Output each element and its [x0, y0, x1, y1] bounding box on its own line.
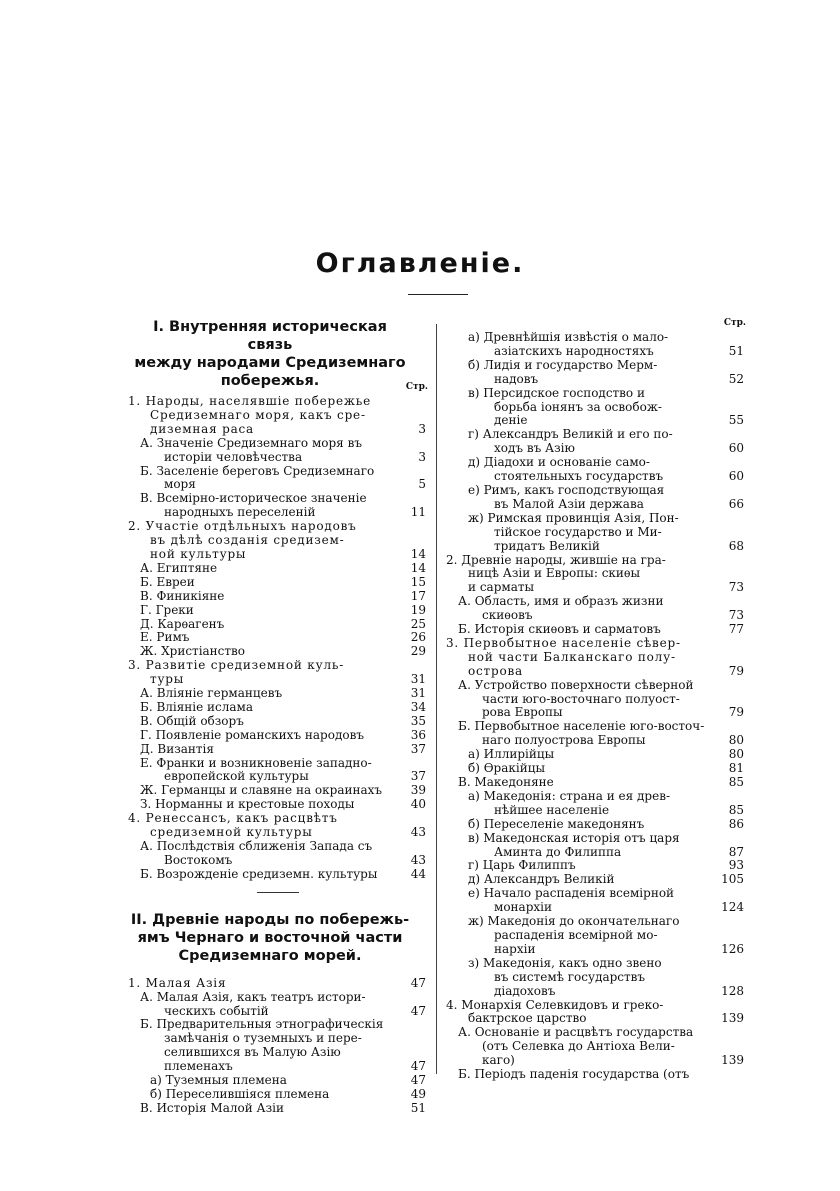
toc-entry-title: В. Исторiя Малой Азiи [140, 1100, 284, 1115]
section-heading-line: II. Древнiе народы по побережь- [130, 911, 410, 928]
toc-entry-page-number: 126 [721, 941, 744, 956]
toc-entry-title-continued: каго) [482, 1053, 515, 1068]
toc-entry-page-number: 124 [721, 900, 744, 915]
toc-entry-title: Б. Предварительныя этнографическiя [140, 1017, 384, 1032]
toc-entry-title: 3. Первобытное населенiе сѣвер- [446, 635, 681, 650]
toc-entry-title-continued: народныхъ переселенiй [164, 505, 316, 520]
toc-entry-page-number: 29 [410, 644, 426, 659]
toc-entry-title: е) Римъ, какъ господствующая [468, 482, 665, 497]
toc-entry-page-number: 36 [410, 727, 426, 742]
toc-entry [128, 798, 428, 812]
toc-entry-title-continued: денiе [494, 413, 528, 428]
toc-entry-title: В. Всемiрно-историческое значенiе [140, 491, 367, 506]
toc-entry-title-continued: ницѣ Азiи и Европы: скиѳы [468, 566, 641, 581]
toc-entry-page-number: 40 [410, 797, 426, 812]
toc-entry-title: Д. Карѳагенъ [140, 616, 225, 631]
toc-entry-title: б) Переселенiе македонянъ [468, 816, 645, 831]
toc-entry [128, 743, 428, 757]
toc-entry [446, 484, 746, 512]
toc-entry-title: 4. Ренессансъ, какъ расцвѣтъ [128, 811, 338, 826]
toc-entry [446, 762, 746, 776]
toc-entry [446, 1026, 746, 1068]
toc-entry [446, 999, 746, 1027]
toc-entry-title: В. Общiй обзоръ [140, 713, 244, 728]
toc-entry-page-number: 43 [410, 852, 426, 867]
section-heading-line: I. Внутренняя историческая связь [153, 319, 387, 353]
toc-entry-title-continued: туры [150, 672, 185, 687]
toc-entry [128, 645, 428, 659]
toc-entry-title: Б. Заселенiе береговъ Средиземнаго [140, 463, 375, 478]
toc-entry-page-number: 60 [728, 469, 744, 484]
toc-entry [128, 618, 428, 632]
toc-entry-page-number: 44 [410, 866, 426, 881]
toc-entry-page-number: 11 [410, 505, 426, 520]
toc-entry-page-number: 25 [410, 616, 426, 631]
toc-entry-title: Д. Византiя [140, 741, 214, 756]
toc-entry-page-number: 14 [410, 546, 426, 561]
toc-entry [446, 818, 746, 832]
toc-entry-title: Ж. Христiанство [140, 644, 246, 659]
toc-entry-title-continued: племенахъ [164, 1059, 233, 1074]
section-divider [257, 892, 299, 893]
toc-entry [128, 729, 428, 743]
section-heading-1 [130, 318, 410, 390]
toc-entry-page-number: 73 [728, 608, 744, 623]
toc-entry-page-number: 47 [410, 1059, 426, 1074]
toc-entry [128, 465, 428, 493]
toc-entry-page-number: 15 [410, 574, 426, 589]
toc-entry-page-number: 51 [410, 1100, 426, 1115]
toc-entry-title-continued: ходъ въ Азiю [494, 441, 575, 456]
toc-entry-page-number: 52 [728, 371, 744, 386]
toc-entry-title: А. Основанiе и расцвѣтъ государства [458, 1025, 694, 1040]
toc-entry-title: б) Переселившiяся племена [150, 1086, 330, 1101]
toc-entry-page-number: 55 [728, 413, 744, 428]
toc-entry-title: а) Македонiя: страна и ея древ- [468, 788, 671, 803]
toc-entry-page-number: 139 [721, 1011, 744, 1026]
toc-entry [128, 631, 428, 645]
toc-entry-title-continued: Аминта до Филиппа [494, 844, 622, 859]
toc-entry-title: А. Значенiе Средиземнаго моря въ [140, 435, 362, 450]
toc-entry [128, 395, 428, 437]
toc-entry [128, 784, 428, 798]
toc-entry-title: а) Туземныя племена [150, 1073, 287, 1088]
toc-entry-page-number: 37 [410, 769, 426, 784]
toc-entry-title-continued: борьба iонянъ за освобож- [494, 399, 662, 414]
toc-entry-title: д) Дiадохи и основанiе само- [468, 455, 650, 470]
toc-entry [128, 868, 428, 882]
toc-entry-title: ж) Македонiя до окончательнаго [468, 914, 680, 929]
toc-entry-page-number: 47 [410, 975, 426, 990]
toc-entry-page-number: 105 [721, 872, 744, 887]
toc-entry-title-continued: въ Малой Азiи держава [494, 496, 644, 511]
toc-entry-title: Б. Влiянiе ислама [140, 699, 254, 714]
toc-entry-title-continued: средиземной культуры [150, 825, 313, 840]
toc-entry [446, 915, 746, 957]
toc-entry-title-continued: въ дѣлѣ созданiя средизем- [150, 533, 345, 548]
toc-entry [446, 832, 746, 860]
toc-entry-title-continued: бактрское царство [468, 1011, 587, 1026]
toc-entry-title: 2. Участiе отдѣльныхъ народовъ [128, 519, 357, 534]
toc-entry-page-number: 43 [410, 825, 426, 840]
toc-entry-page-number: 80 [728, 733, 744, 748]
toc-entry [446, 720, 746, 748]
toc-entry-page-number: 60 [728, 441, 744, 456]
toc-entry-title-continued: тридатъ Великiй [494, 538, 600, 553]
toc-list-section-1 [128, 395, 428, 882]
toc-entry-page-number: 87 [728, 844, 744, 859]
toc-entry-title-continued: Средиземнаго моря, какъ сре- [150, 407, 366, 422]
toc-entry-title: е) Начало распаденiя всемiрной [468, 886, 675, 901]
toc-entry [128, 840, 428, 868]
toc-entry-title: б) Лидiя и государство Мерм- [468, 357, 658, 372]
toc-entry-page-number: 73 [728, 580, 744, 595]
toc-entry-title: Г. Появленiе романскихъ народовъ [140, 727, 364, 742]
toc-entry-title-continued: ной культуры [150, 546, 247, 561]
toc-entry [446, 679, 746, 721]
toc-entry-title: А. Область, имя и образъ жизни [458, 594, 664, 609]
toc-entry-title-continued: (отъ Селевка до Антiоха Вели- [482, 1039, 675, 1054]
toc-entry [446, 873, 746, 887]
page-title: Оглавленiе. [315, 248, 525, 279]
toc-entry-title: Г. Греки [140, 602, 194, 617]
toc-entry [446, 957, 746, 999]
toc-entry-page-number: 14 [410, 560, 426, 575]
toc-entry-title-continued: Востокомъ [164, 852, 233, 867]
toc-entry-title: в) Македонская исторiя отъ царя [468, 830, 680, 845]
toc-entry-title: ж) Римская провинцiя Азiя, Пон- [468, 510, 679, 525]
toc-entry-page-number: 68 [728, 538, 744, 553]
toc-entry-title: д) Александръ Великiй [468, 872, 615, 887]
toc-entry-title-continued: европейской культуры [164, 769, 309, 784]
toc-entry [128, 977, 428, 991]
toc-entry [446, 331, 746, 359]
toc-entry [446, 859, 746, 873]
toc-entry [128, 492, 428, 520]
toc-entry-page-number: 51 [728, 343, 744, 358]
toc-entry-title-continued: и сарматы [468, 580, 535, 595]
toc-entry-title-continued: распаденiя всемiрной мо- [494, 927, 658, 942]
toc-entry [446, 554, 746, 596]
toc-entry-title: г) Александръ Великiй и его по- [468, 427, 673, 442]
toc-entry [128, 604, 428, 618]
toc-entry-title: А. Послѣдствiя сближенiя Запада съ [140, 839, 373, 853]
toc-entry [128, 562, 428, 576]
toc-entry-page-number: 85 [728, 775, 744, 789]
toc-entry [446, 512, 746, 554]
toc-entry-title-continued: дiадоховъ [494, 983, 556, 998]
toc-entry [446, 387, 746, 429]
toc-entry-page-number: 86 [728, 816, 744, 831]
toc-entry [446, 637, 746, 679]
toc-entry [128, 437, 428, 465]
toc-entry [128, 1102, 428, 1116]
toc-entry-page-number: 85 [728, 802, 744, 817]
toc-entry-title-continued: рова Европы [482, 705, 563, 720]
toc-entry [128, 1018, 428, 1074]
toc-entry [446, 748, 746, 762]
toc-entry-page-number: 77 [728, 622, 744, 637]
toc-entry [128, 1074, 428, 1088]
right-column [446, 318, 746, 1082]
toc-entry-title-continued: тiйское государство и Ми- [494, 524, 662, 539]
toc-entry-page-number: 81 [728, 761, 744, 776]
toc-entry-page-number: 47 [410, 1073, 426, 1088]
section-heading-2 [130, 911, 410, 965]
toc-entry-title-continued: нархiи [494, 941, 536, 956]
toc-entry-page-number: 66 [728, 496, 744, 511]
toc-entry-title-continued: моря [164, 477, 196, 492]
toc-entry-title: 1. Народы, населявшiе побережье [128, 394, 371, 408]
page-column-label: Стр. [723, 318, 746, 328]
toc-entry [446, 887, 746, 915]
toc-entry [446, 790, 746, 818]
toc-list-right [446, 331, 746, 1082]
toc-entry-page-number: 79 [728, 705, 744, 720]
toc-entry [128, 715, 428, 729]
toc-entry-title-continued: монархiи [494, 900, 552, 915]
toc-entry-title: Б. Перiодъ паденiя государства (отъ [458, 1067, 690, 1082]
toc-entry-title: А. Влiянiе германцевъ [140, 686, 283, 701]
column-divider [436, 324, 437, 1074]
toc-entry-page-number: 31 [410, 686, 426, 701]
section-heading-line: побережья. [220, 373, 320, 389]
toc-entry-title: Е. Римъ [140, 630, 190, 645]
toc-entry-title-continued: въ системѣ государствъ [494, 969, 646, 984]
toc-entry-title: Ж. Германцы и славяне на окраинахъ [140, 783, 383, 798]
toc-entry-title-continued: скиѳовъ [482, 608, 533, 623]
toc-entry-page-number: 49 [410, 1086, 426, 1101]
toc-entry-title: Е. Франки и возникновенiе западно- [140, 755, 372, 770]
toc-list-section-2 [128, 977, 428, 1116]
left-column [128, 318, 428, 1116]
toc-entry-title-continued: исторiи человѣчества [164, 449, 303, 464]
toc-entry [128, 520, 428, 562]
toc-entry-title-continued: диземная раса [150, 421, 255, 436]
toc-entry [446, 428, 746, 456]
toc-entry-page-number: 80 [728, 747, 744, 762]
toc-entry-title-continued: нѣйшее населенiе [494, 802, 610, 817]
toc-entry-page-number: 31 [410, 672, 426, 687]
toc-entry-page-number: 34 [410, 699, 426, 714]
toc-entry-title: В. Македоняне [458, 775, 554, 789]
toc-entry-title-continued: азiатскихъ народностяхъ [494, 343, 654, 358]
toc-entry-title-continued: острова [468, 663, 524, 678]
toc-entry-title-continued: стоятельныхъ государствъ [494, 469, 664, 484]
toc-entry-title-continued: селившихся въ Малую Азiю [164, 1045, 341, 1060]
toc-entry-title: З. Норманны и крестовые походы [140, 797, 355, 812]
toc-entry-title: А. Египтяне [140, 560, 218, 575]
toc-entry-title: а) Древнѣйшiя извѣстiя о мало- [468, 330, 669, 344]
toc-entry [446, 359, 746, 387]
toc-entry-page-number: 37 [410, 741, 426, 756]
toc-entry-page-number: 5 [418, 477, 426, 492]
toc-entry [446, 456, 746, 484]
page-column-label: Стр. [405, 382, 428, 392]
toc-entry-title: з) Македонiя, какъ одно звено [468, 955, 662, 970]
toc-entry-title-continued: наго полуострова Европы [482, 733, 646, 748]
section-heading-line: между народами Средиземнаго [134, 355, 406, 371]
toc-entry-title: 3. Развитiе средиземной куль- [128, 658, 345, 673]
toc-entry [446, 623, 746, 637]
title-rule [408, 294, 468, 295]
toc-entry-page-number: 79 [728, 663, 744, 678]
toc-entry [446, 595, 746, 623]
toc-entry [128, 590, 428, 604]
toc-entry-title-continued: ной части Балканскаго полу- [468, 649, 676, 664]
toc-entry-page-number: 3 [418, 449, 426, 464]
toc-entry [128, 659, 428, 687]
toc-entry-page-number: 39 [410, 783, 426, 798]
toc-entry-title: 2. Древнiе народы, жившiе на гра- [446, 552, 666, 567]
toc-entry-title: в) Персидское господство и [468, 385, 645, 400]
toc-entry-page-number: 3 [418, 421, 426, 436]
toc-entry [128, 687, 428, 701]
toc-entry-title: А. Малая Азiя, какъ театръ истори- [140, 989, 366, 1004]
toc-entry-title-continued: части юго-восточнаго полуост- [482, 691, 680, 706]
toc-entry-title-continued: замѣчанiя о туземныхъ и пере- [164, 1031, 362, 1046]
toc-entry-title-continued: ческихъ событiй [164, 1003, 269, 1018]
toc-entry [446, 1068, 746, 1082]
toc-entry-title: А. Устройство поверхности сѣверной [458, 677, 694, 692]
toc-entry-title: Б. Первобытное населенiе юго-восточ- [458, 719, 705, 734]
toc-entry [128, 812, 428, 840]
toc-entry-title: Б. Исторiя скиѳовъ и сарматовъ [458, 622, 661, 637]
toc-entry-title: г) Царь Филиппъ [468, 858, 576, 873]
toc-entry-title: В. Финикiяне [140, 588, 225, 603]
toc-entry-title: а) Иллирiйцы [468, 747, 555, 762]
toc-entry-page-number: 19 [410, 602, 426, 617]
toc-entry-title: 1. Малая Азiя [128, 975, 227, 990]
toc-entry-page-number: 35 [410, 713, 426, 728]
section-heading-line: Средиземнаго морей. [178, 947, 362, 964]
toc-entry-title: б) Ѳракiйцы [468, 761, 545, 776]
toc-entry [128, 757, 428, 785]
toc-entry-page-number: 128 [721, 983, 744, 998]
toc-entry-page-number: 47 [410, 1003, 426, 1018]
toc-entry-page-number: 17 [410, 588, 426, 603]
toc-entry [446, 776, 746, 790]
toc-entry-page-number: 93 [728, 858, 744, 873]
toc-entry-title: Б. Евреи [140, 574, 195, 589]
toc-entry [128, 576, 428, 590]
toc-entry-title: Б. Возрожденiе средиземн. культуры [140, 866, 378, 881]
toc-entry-page-number: 139 [721, 1053, 744, 1068]
toc-entry [128, 991, 428, 1019]
toc-entry-title: 4. Монархiя Селевкидовъ и греко- [446, 997, 664, 1012]
toc-entry [128, 701, 428, 715]
toc-entry-title-continued: надовъ [494, 371, 539, 386]
toc-entry-page-number: 26 [410, 630, 426, 645]
toc-entry [128, 1088, 428, 1102]
section-heading-line: ямъ Чернаго и восточной части [137, 929, 403, 946]
